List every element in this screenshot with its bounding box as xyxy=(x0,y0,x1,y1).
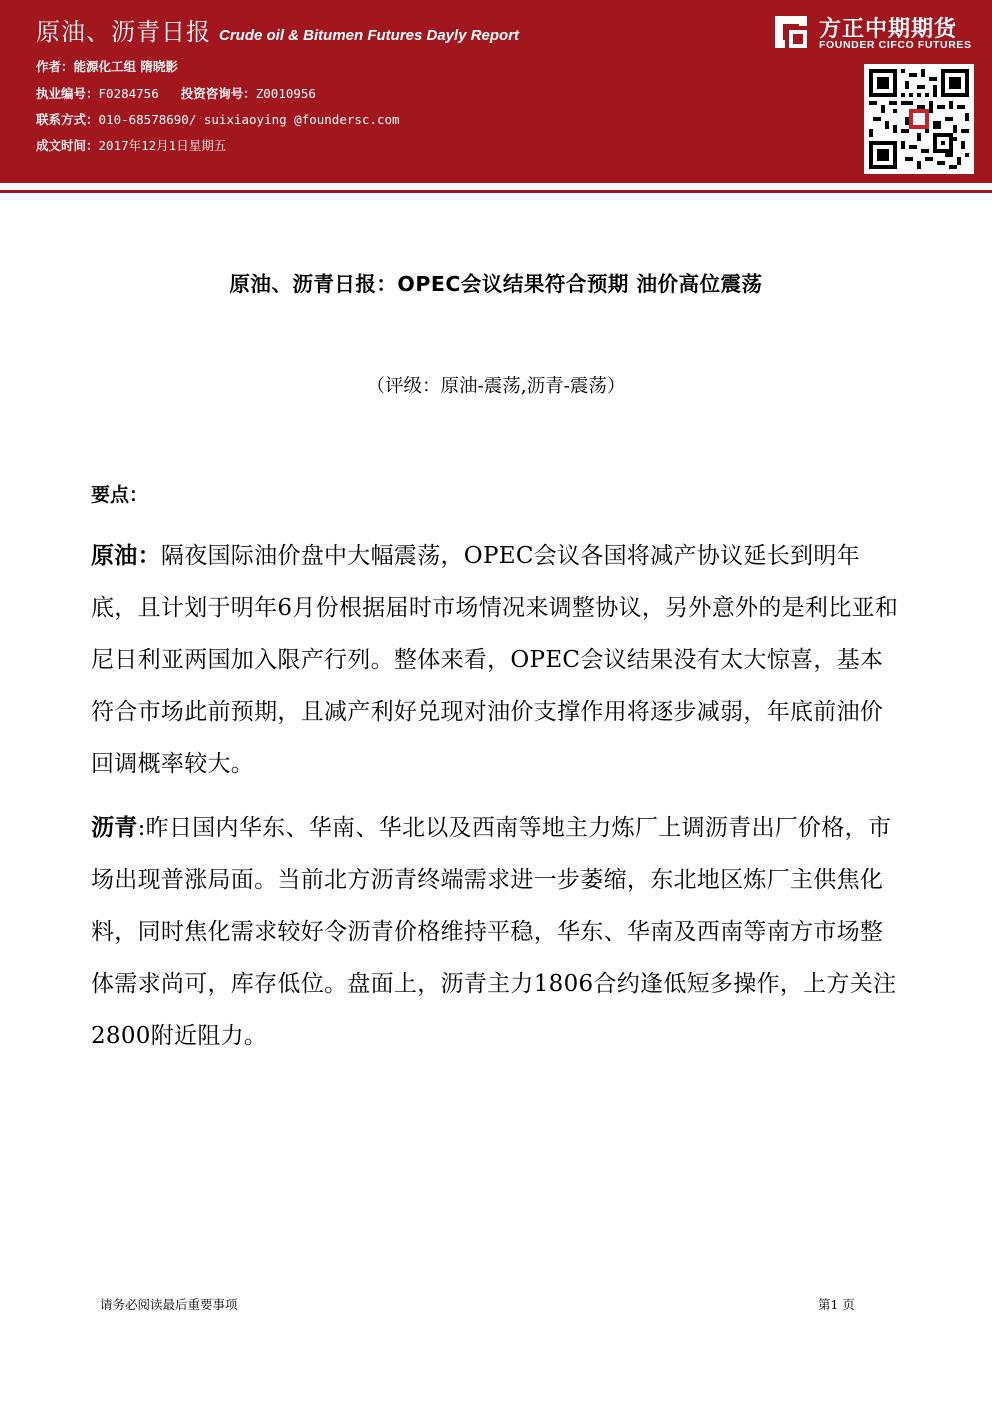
license-value: F0284756 xyxy=(98,86,159,101)
consult-value: Z0010956 xyxy=(255,86,316,101)
author-line xyxy=(36,57,178,75)
footer-disclaimer: 请务必阅读最后重要事项 xyxy=(100,1297,238,1312)
author-value: 能源化工组 隋晓影 xyxy=(73,59,178,74)
crude-oil-paragraph xyxy=(91,530,906,790)
company-logo xyxy=(771,8,983,56)
author-label: 作者： xyxy=(36,59,74,74)
bitumen-label: 沥青 xyxy=(91,815,138,841)
rating-line: （评级：原油-震荡,沥青-震荡） xyxy=(366,376,626,397)
logo-name-cn: 方正中期期货 xyxy=(819,17,958,42)
contact-line xyxy=(36,110,400,128)
header-title-en: Crude oil & Bitumen Futures Dayly Report xyxy=(219,27,520,44)
qr-code xyxy=(864,64,974,174)
header-title-cn: 原油、沥青日报 xyxy=(36,18,211,46)
key-points-heading: 要点： xyxy=(91,484,149,506)
contact-label: 联系方式： xyxy=(36,112,99,127)
date-label: 成文时间： xyxy=(36,138,99,153)
license-label: 执业编号： xyxy=(36,86,99,101)
header-divider xyxy=(0,190,992,193)
header-title xyxy=(36,12,519,48)
date-value: 2017年12月1日星期五 xyxy=(98,138,227,153)
founder-logo-icon xyxy=(771,12,811,52)
page-number: 第1 页 xyxy=(818,1297,855,1312)
qr-code-icon xyxy=(869,69,969,169)
logo-name-en: FOUNDER CIFCO FUTURES xyxy=(819,39,972,51)
bitumen-text: :昨日国内华东、华南、华北以及西南等地主力炼厂上调沥青出厂价格，市场出现普涨局面。当前北方沥青终端需求进一步萎缩，东北地区炼厂主供焦化料，同时焦化需求较好令沥青价格维持平稳，华东、华南及西南等南方市场整体需求尚可，库存低位。盘面上，沥青主力1806合约逢低短多操作，上方关注2800附近阻力。 xyxy=(91,815,897,1049)
report-header xyxy=(0,0,992,183)
bitumen-paragraph xyxy=(91,802,906,1062)
crude-oil-text: 隔夜国际油价盘中大幅震荡，OPEC会议各国将减产协议延长到明年底，且计划于明年6月份根据届时市场情况来调整协议，另外意外的是利比亚和尼日利亚两国加入限产行列。整体来看，OPEC会议结果没有太大惊喜，基本符合市场此前预期，且减产利好兑现对油价支撑作用将逐步减弱，年底前油价回调概率较大。 xyxy=(91,543,899,777)
crude-oil-label: 原油： xyxy=(91,543,161,569)
date-line xyxy=(36,136,226,154)
license-line xyxy=(36,84,316,102)
contact-value: 010-68578690/ suixiaoying @foundersc.com xyxy=(98,112,400,127)
consult-label: 投资咨询号： xyxy=(180,86,256,101)
document-title: 原油、沥青日报：OPEC会议结果符合预期 油价高位震荡 xyxy=(229,272,763,296)
